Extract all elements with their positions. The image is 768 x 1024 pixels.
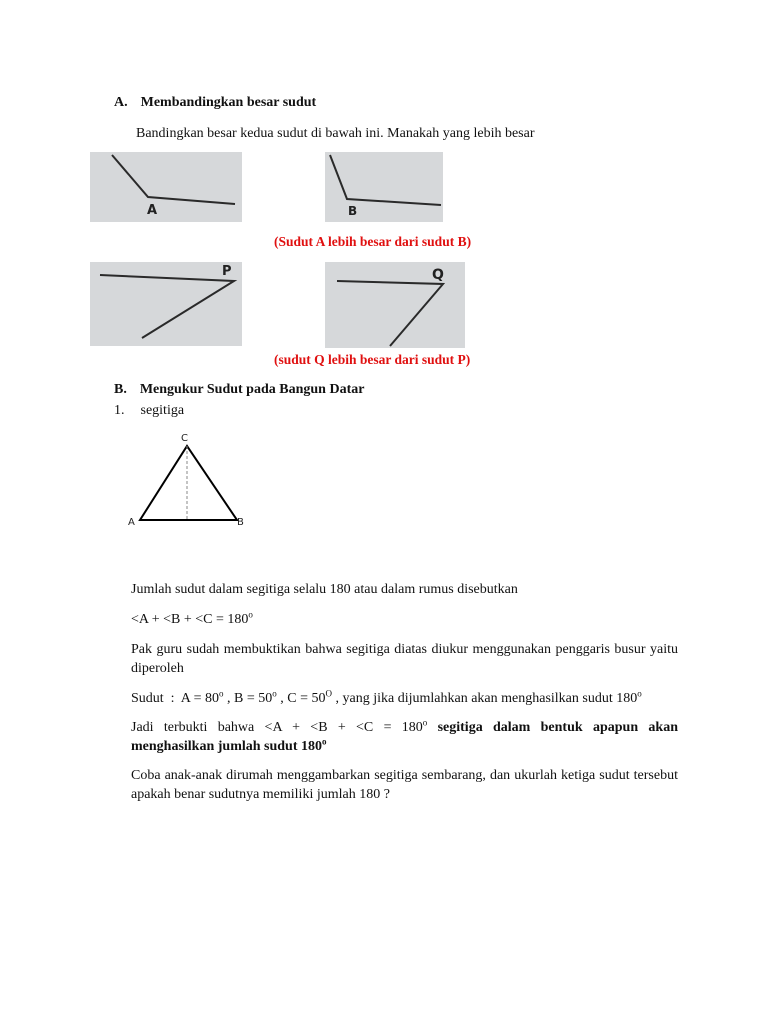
degree-sum: o xyxy=(637,688,642,699)
section-b-marker: B. xyxy=(114,382,127,397)
formula-text: <A + <B + <C = 180 xyxy=(131,612,249,627)
degree-a: o xyxy=(219,688,224,699)
conclusion-line-1 xyxy=(131,718,678,737)
conclusion-degree: o xyxy=(422,717,428,728)
section-a-instruction: Bandingkan besar kedua sudut di bawah ini. Manakah yang lebih besar xyxy=(136,126,535,141)
formula-degree: o xyxy=(248,609,253,620)
degree-c: O xyxy=(325,688,332,699)
section-b-title: Mengukur Sudut pada Bangun Datar xyxy=(139,382,365,397)
angle-b-label: B xyxy=(348,204,358,218)
paragraph-sum-rule: Jumlah sudut dalam segitiga selalu 180 atau dalam rumus disebutkan xyxy=(131,582,518,597)
angle-a-label: A xyxy=(147,203,158,218)
measurement-a: Sudut : A = 80 xyxy=(131,691,220,706)
answer-1: (Sudut A lebih besar dari sudut B) xyxy=(274,234,472,249)
angle-a-photo xyxy=(90,152,242,222)
paragraph-measurements xyxy=(131,689,678,708)
angle-q-photo xyxy=(325,262,465,348)
degree-b: o xyxy=(272,688,277,699)
section-a-title: Membandingkan besar sudut xyxy=(140,95,317,110)
triangle-label-b: B xyxy=(237,517,244,528)
conclusion-line-2 xyxy=(131,737,327,756)
angle-b-photo xyxy=(325,152,443,222)
paragraph-proof: Pak guru sudah membuktikan bahwa segitiga diatas diukur menggunakan penggaris busur yaitu diperoleh xyxy=(131,642,678,676)
conclusion-text: Jadi terbukti bahwa <A + <B + <C = 180 xyxy=(131,720,423,735)
measurement-c: , C = 50 xyxy=(276,691,326,706)
triangle-diagram xyxy=(122,428,272,538)
list-item-segitiga xyxy=(114,401,184,420)
angle-p-photo xyxy=(90,262,242,346)
list-item-label: segitiga xyxy=(140,403,185,418)
measurement-sum-text: , yang jika dijumlahkan akan menghasilkan sudut 180 xyxy=(332,691,638,706)
angle-q-label: Q xyxy=(432,267,444,283)
triangle-label-c: C xyxy=(181,433,188,444)
angle-p-label: P xyxy=(222,264,232,279)
formula xyxy=(131,610,253,629)
section-b-heading xyxy=(114,382,364,398)
answer-2: (sudut Q lebih besar dari sudut P) xyxy=(274,352,471,367)
list-item-number: 1. xyxy=(114,403,125,418)
paragraph-exercise: Coba anak-anak dirumah menggambarkan segitiga sembarang, dan ukurlah ketiga sudut tersebut apakah benar sudutnya memiliki jumlah 180 ? xyxy=(131,768,678,802)
conclusion-bold-2: menghasilkan jumlah sudut 180 xyxy=(131,739,323,754)
section-a-heading xyxy=(114,95,316,111)
conclusion-bold-1: segitiga dalam bentuk apapun akan xyxy=(437,720,678,735)
measurement-b: , B = 50 xyxy=(223,691,273,706)
section-a-marker: A. xyxy=(114,95,128,110)
conclusion-bold-degree: o xyxy=(322,736,327,747)
triangle-label-a: A xyxy=(128,517,135,528)
